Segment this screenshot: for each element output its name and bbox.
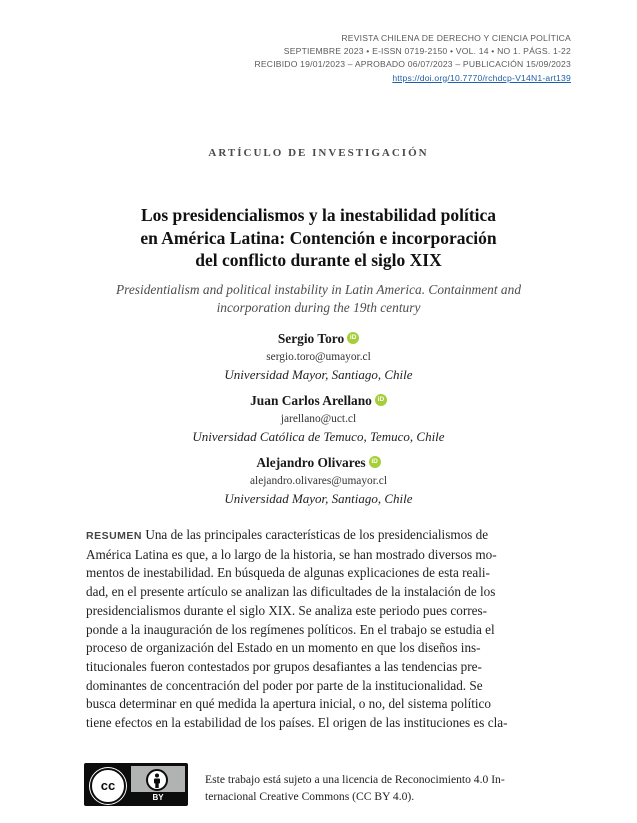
abstract-line: mentos de inestabilidad. En búsqueda de algunas explicaciones de esta reali-: [86, 565, 490, 581]
title-line: Los presidencialismos y la inestabilidad política: [140, 205, 497, 225]
abstract-line: busca determinar en qué medida la apertura inicial, o no, del sistema político: [86, 696, 492, 712]
subtitle-line: Presidentialism and political instability in Latin America. Containment and: [115, 282, 522, 297]
author-affiliation: Universidad Mayor, Santiago, Chile: [224, 367, 413, 382]
abstract-line: ponde a la inauguración de los regímenes políticos. En el trabajo se estudia el: [86, 621, 495, 637]
license-line: ternacional Creative Commons (CC BY 4.0).: [205, 790, 415, 803]
subtitle-line: incorporation during the 19th century: [216, 300, 421, 315]
author-name: Juan Carlos Arellano: [250, 393, 372, 408]
orcid-icon[interactable]: iD: [347, 332, 359, 344]
license-line: Este trabajo está sujeto a una licencia de Reconocimiento 4.0 In-: [205, 773, 505, 786]
author-email[interactable]: sergio.toro@umayor.cl: [266, 351, 371, 363]
journal-name: REVISTA CHILENA DE DERECHO Y CIENCIA POLÍTICA: [341, 33, 571, 43]
article-title: [60, 204, 577, 272]
journal-header: [254, 32, 571, 85]
author-name: Alejandro Olivares: [256, 455, 366, 470]
abstract-line: tiene efectos en la estabilidad de los países. El origen de las instituciones es cla-: [86, 715, 508, 731]
abstract-line: proceso de organización del Estado en un momento en que los diseños ins-: [86, 640, 481, 656]
author-block: [0, 454, 637, 507]
orcid-icon[interactable]: iD: [375, 394, 387, 406]
title-line: del conflicto durante el siglo XIX: [195, 250, 442, 270]
author-email[interactable]: alejandro.olivares@umayor.cl: [249, 475, 387, 487]
abstract-line: dad, en el presente artículo se analizan las dificultades de la instalación de los: [86, 584, 496, 600]
abstract-line: Una de las principales características de los presidencialismos de: [145, 527, 489, 542]
attribution-badge: [131, 766, 185, 803]
author-name: Sergio Toro: [277, 331, 345, 346]
article-subtitle: [60, 281, 577, 317]
abstract-line: titucionales fueron contestados por grupos desafiantes a las tendencias pre-: [86, 658, 482, 674]
cc-by-license-badge[interactable]: [84, 763, 188, 806]
license-text: [205, 771, 585, 805]
author-affiliation: Universidad Mayor, Santiago, Chile: [224, 491, 413, 506]
author-affiliation: Universidad Católica de Temuco, Temuco, Chile: [192, 429, 445, 444]
author-block: [0, 392, 637, 445]
abstract-line: América Latina es que, a lo largo de la historia, se han mostrado diversos mo-: [86, 546, 497, 562]
abstract-label: RESUMEN: [86, 530, 143, 542]
by-label: BY: [131, 792, 185, 803]
submission-dates: RECIBIDO 19/01/2023 – APROBADO 06/07/2023 – PUBLICACIÓN 15/09/2023: [254, 59, 571, 70]
attribution-person-icon: [146, 769, 168, 791]
title-line: en América Latina: Contención e incorporación: [140, 227, 497, 248]
author-block: [0, 330, 637, 383]
creative-commons-icon: cc: [90, 768, 126, 804]
abstract: [86, 526, 552, 733]
abstract-line: dominantes de concentración del poder por parte de la institucionalidad. Se: [86, 677, 483, 693]
issue-info: SEPTIEMBRE 2023 • E-ISSN 0719-2150 • VOL. 14 • NO 1. PÁGS. 1-22: [283, 46, 571, 57]
doi-link[interactable]: https://doi.org/10.7770/rchdcp-V14N1-art139: [392, 72, 571, 83]
orcid-icon[interactable]: iD: [369, 456, 381, 468]
abstract-line: presidencialismos durante el siglo XIX. Se analiza este periodo pues corres-: [86, 602, 487, 618]
section-label: ARTÍCULO DE INVESTIGACIÓN: [208, 147, 429, 159]
author-email[interactable]: jarellano@uct.cl: [280, 413, 357, 425]
